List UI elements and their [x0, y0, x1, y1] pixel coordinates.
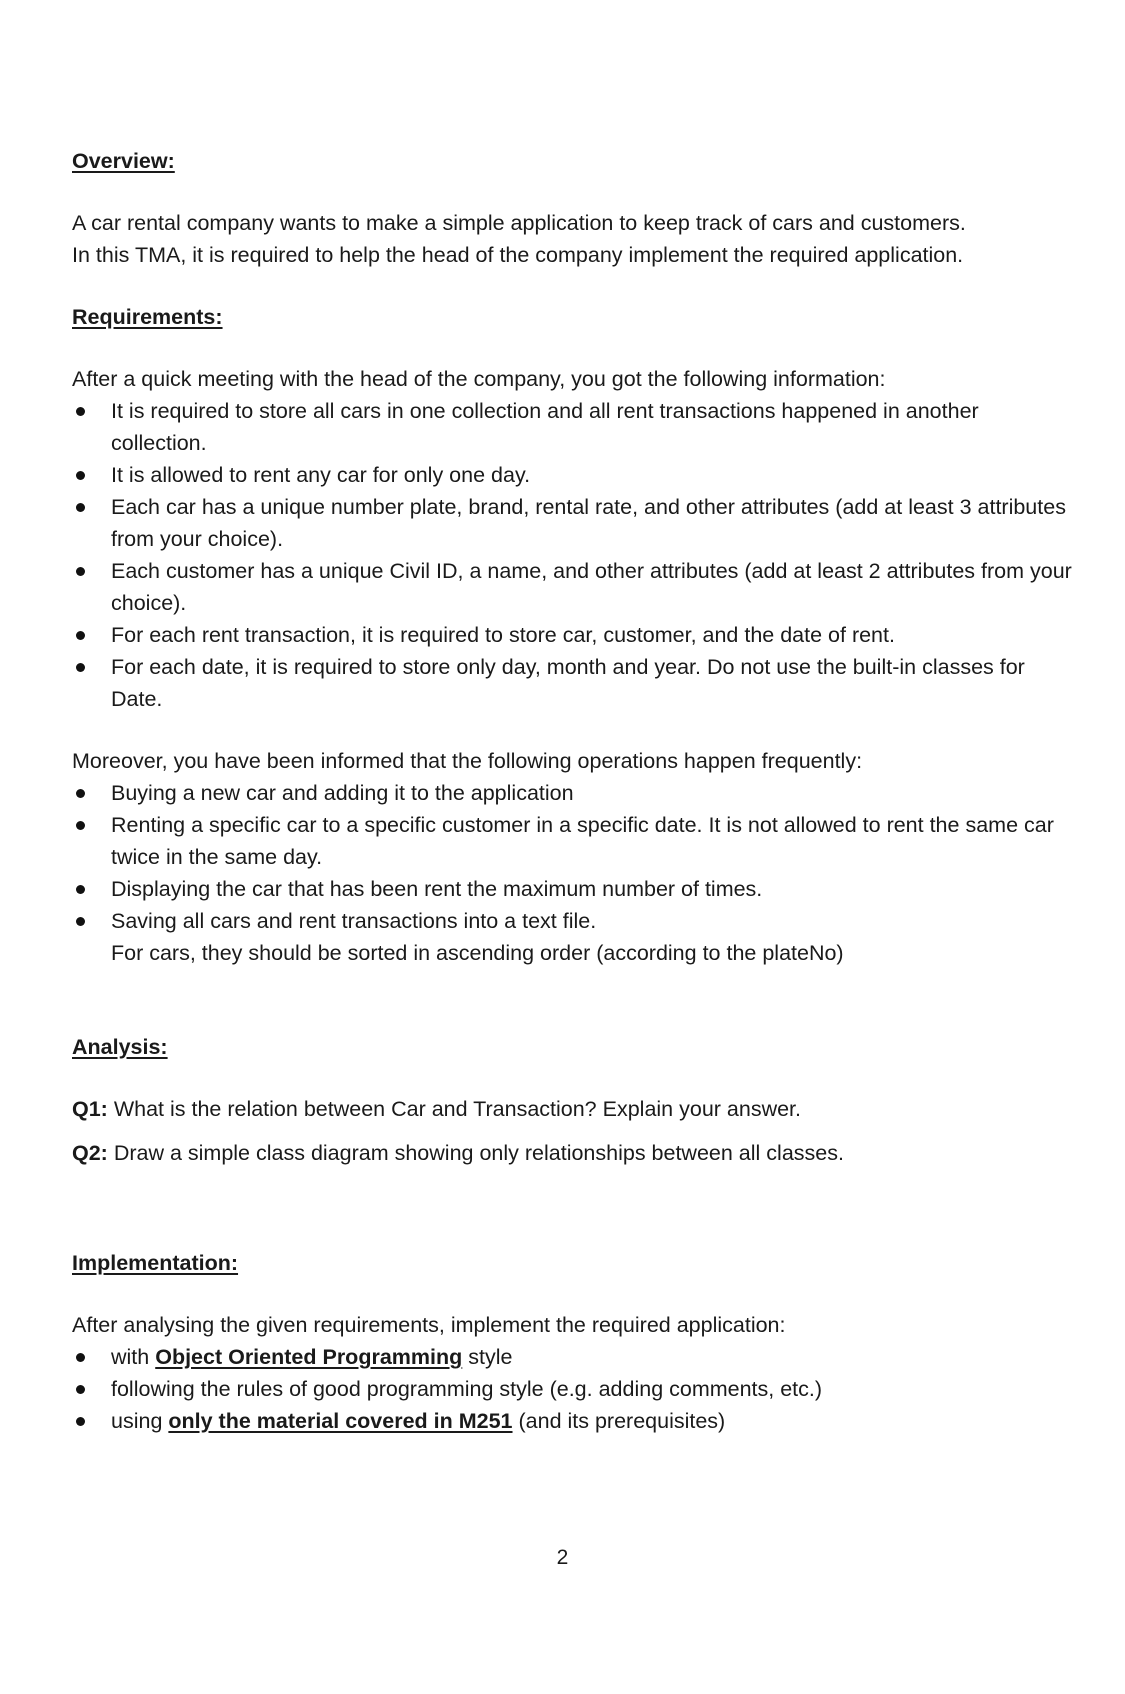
oop-emphasis: Object Oriented Programming: [155, 1345, 463, 1369]
list-item: It is allowed to rent any car for only one day.: [72, 459, 1072, 491]
text-fragment: (and its prerequisites): [512, 1409, 726, 1433]
list-item: It is required to store all cars in one collection and all rent transactions happened in another collection.: [72, 395, 1072, 459]
document-page: [72, 145, 1072, 1437]
requirements-intro: After a quick meeting with the head of the company, you got the following information:: [72, 367, 886, 391]
sorting-note: For cars, they should be sorted in ascending order (according to the plateNo): [111, 941, 844, 965]
question-1-text: What is the relation between Car and Transaction? Explain your answer.: [107, 1097, 801, 1121]
text-fragment: style: [462, 1345, 513, 1369]
overview-paragraph: [72, 207, 1072, 271]
list-item: [72, 1405, 1072, 1437]
overview-line: A car rental company wants to make a simple application to keep track of cars and customers.: [72, 211, 966, 235]
operations-intro: Moreover, you have been informed that the following operations happen frequently:: [72, 749, 863, 773]
overview-line: In this TMA, it is required to help the head of the company implement the required application.: [72, 243, 964, 267]
material-emphasis: only the material covered in M251: [168, 1409, 513, 1433]
requirements-list: [72, 395, 1072, 715]
question-2: [72, 1137, 1072, 1169]
list-item: For each date, it is required to store only day, month and year. Do not use the built-in classes for Date.: [72, 651, 1072, 715]
requirements-heading: Requirements:: [72, 305, 223, 329]
list-item: For each rent transaction, it is required to store car, customer, and the date of rent.: [72, 619, 1072, 651]
list-item: Each car has a unique number plate, brand, rental rate, and other attributes (add at least 3 attributes from your choice).: [72, 491, 1072, 555]
question-2-text: Draw a simple class diagram showing only relationships between all classes.: [107, 1141, 844, 1165]
list-item: Saving all cars and rent transactions into a text file.: [72, 905, 1072, 937]
question-2-label: Q2:: [72, 1141, 108, 1165]
text-fragment: using: [111, 1409, 169, 1433]
list-item: Buying a new car and adding it to the application: [72, 777, 1072, 809]
list-item: Renting a specific car to a specific customer in a specific date. It is not allowed to rent the same car twice in the same day.: [72, 809, 1072, 873]
implementation-intro: After analysing the given requirements, implement the required application:: [72, 1313, 786, 1337]
page-number: 2: [556, 1546, 569, 1569]
overview-heading: Overview:: [72, 149, 175, 173]
question-1-label: Q1:: [72, 1097, 108, 1121]
analysis-heading: Analysis:: [72, 1035, 168, 1059]
implementation-list: [72, 1341, 1072, 1437]
list-item: following the rules of good programming style (e.g. adding comments, etc.): [72, 1373, 1072, 1405]
operations-list: [72, 777, 1072, 937]
text-fragment: with: [111, 1345, 156, 1369]
list-item: [72, 1341, 1072, 1373]
question-1: [72, 1093, 1072, 1125]
list-item: Each customer has a unique Civil ID, a name, and other attributes (add at least 2 attributes from your choice).: [72, 555, 1072, 619]
list-item: Displaying the car that has been rent the maximum number of times.: [72, 873, 1072, 905]
implementation-heading: Implementation:: [72, 1251, 239, 1275]
